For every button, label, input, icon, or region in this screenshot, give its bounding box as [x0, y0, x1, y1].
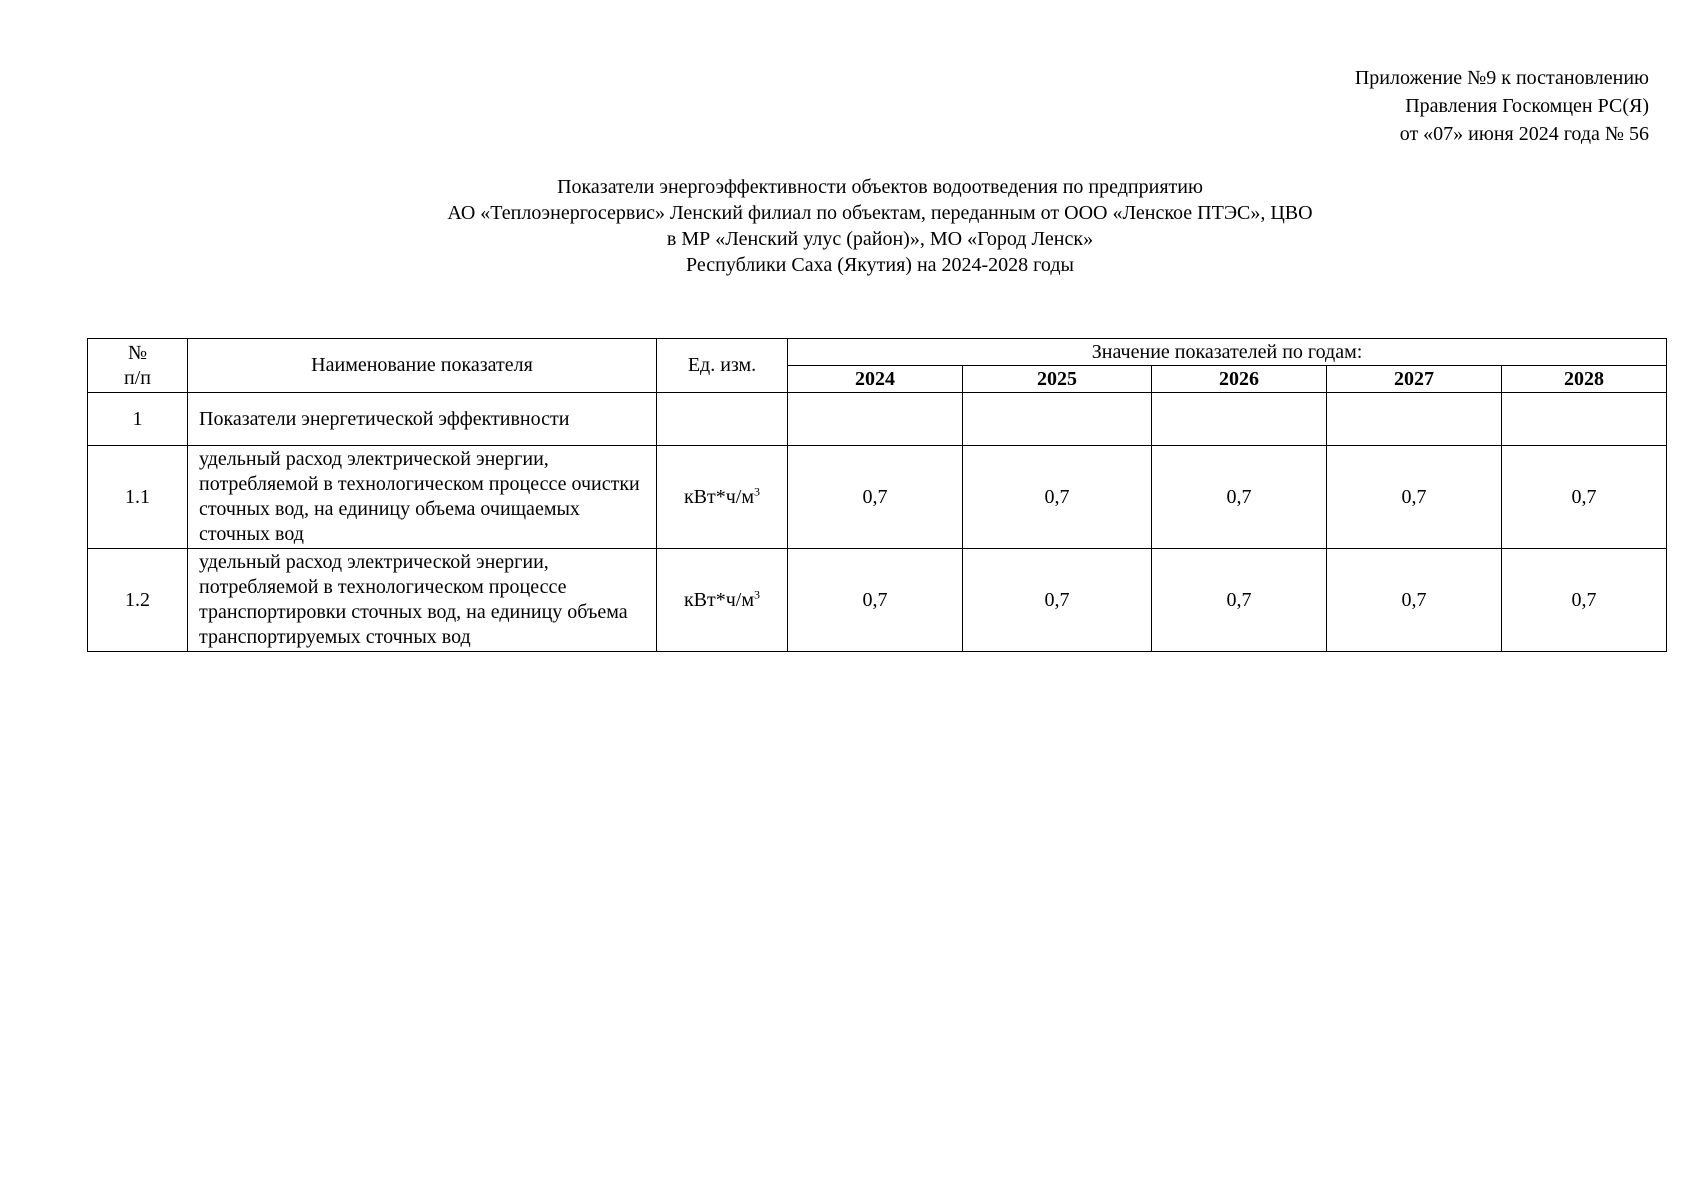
row-name-cell: Показатели энергетической эффективности — [188, 393, 657, 446]
table-header-row — [88, 339, 1667, 366]
header-values-group-cell: Значение показателей по годам: — [788, 339, 1667, 366]
appendix-header-line: Правления Госкомцен РС(Я) — [1405, 95, 1649, 117]
row-value-cell: 0,7 — [1502, 549, 1667, 652]
header-num-line1: № — [127, 341, 148, 364]
appendix-header — [1049, 64, 1649, 148]
document-title-line: в МР «Ленский улус (район)», МО «Город Ленск» — [666, 228, 1094, 250]
row-value-cell: 0,7 — [1502, 446, 1667, 549]
row-num-cell: 1.2 — [88, 549, 188, 652]
header-name-cell: Наименование показателя — [188, 339, 657, 393]
row-value-cell: 0,7 — [963, 549, 1152, 652]
appendix-header-line: Приложение №9 к постановлению — [1354, 67, 1649, 89]
indicators-table — [87, 338, 1667, 652]
year-header-2026: 2026 — [1152, 366, 1327, 393]
row-value-cell: 0,7 — [1327, 446, 1502, 549]
year-header-2025: 2025 — [963, 366, 1152, 393]
unit-text: кВт*ч/м — [683, 588, 755, 611]
row-value-cell: 0,7 — [1152, 446, 1327, 549]
unit-exponent: 3 — [754, 586, 761, 601]
year-header-2024: 2024 — [788, 366, 963, 393]
row-unit-cell — [657, 549, 788, 652]
document-title-line: Показатели энергоэффективности объектов водоотведения по предприятию — [557, 176, 1203, 198]
table-row — [88, 393, 1667, 446]
row-num-cell: 1.1 — [88, 446, 188, 549]
unit-exponent: 3 — [754, 483, 761, 498]
header-num-cell — [88, 339, 188, 393]
header-unit-cell: Ед. изм. — [657, 339, 788, 393]
table-row — [88, 446, 1667, 549]
header-num-line2: п/п — [124, 366, 151, 389]
row-name-cell: удельный расход электрической энергии, потребляемой в технологическом процессе транспортировки сточных вод, на единицу объема транспортируемых сточных вод — [188, 549, 657, 652]
document-title-line: Республики Саха (Якутия) на 2024-2028 годы — [686, 254, 1074, 276]
row-value-cell: 0,7 — [788, 446, 963, 549]
table-row — [88, 549, 1667, 652]
row-name-cell: удельный расход электрической энергии, потребляемой в технологическом процессе очистки сточных вод, на единицу объема очищаемых сточных вод — [188, 446, 657, 549]
row-value-cell — [963, 393, 1152, 446]
row-unit-cell — [657, 446, 788, 549]
document-title — [0, 174, 1697, 278]
appendix-header-line: от «07» июня 2024 года № 56 — [1399, 123, 1649, 145]
year-header-2027: 2027 — [1327, 366, 1502, 393]
row-value-cell: 0,7 — [1327, 549, 1502, 652]
row-value-cell: 0,7 — [963, 446, 1152, 549]
row-num-cell: 1 — [88, 393, 188, 446]
row-value-cell — [1502, 393, 1667, 446]
row-value-cell — [1327, 393, 1502, 446]
unit-text: кВт*ч/м — [683, 485, 755, 508]
year-header-2028: 2028 — [1502, 366, 1667, 393]
row-value-cell — [1152, 393, 1327, 446]
row-unit-cell — [657, 393, 788, 446]
row-value-cell: 0,7 — [788, 549, 963, 652]
row-value-cell: 0,7 — [1152, 549, 1327, 652]
row-value-cell — [788, 393, 963, 446]
document-title-line: АО «Теплоэнергосервис» Ленский филиал по объектам, переданным от ООО «Ленское ПТЭС», ЦВО — [447, 202, 1313, 224]
